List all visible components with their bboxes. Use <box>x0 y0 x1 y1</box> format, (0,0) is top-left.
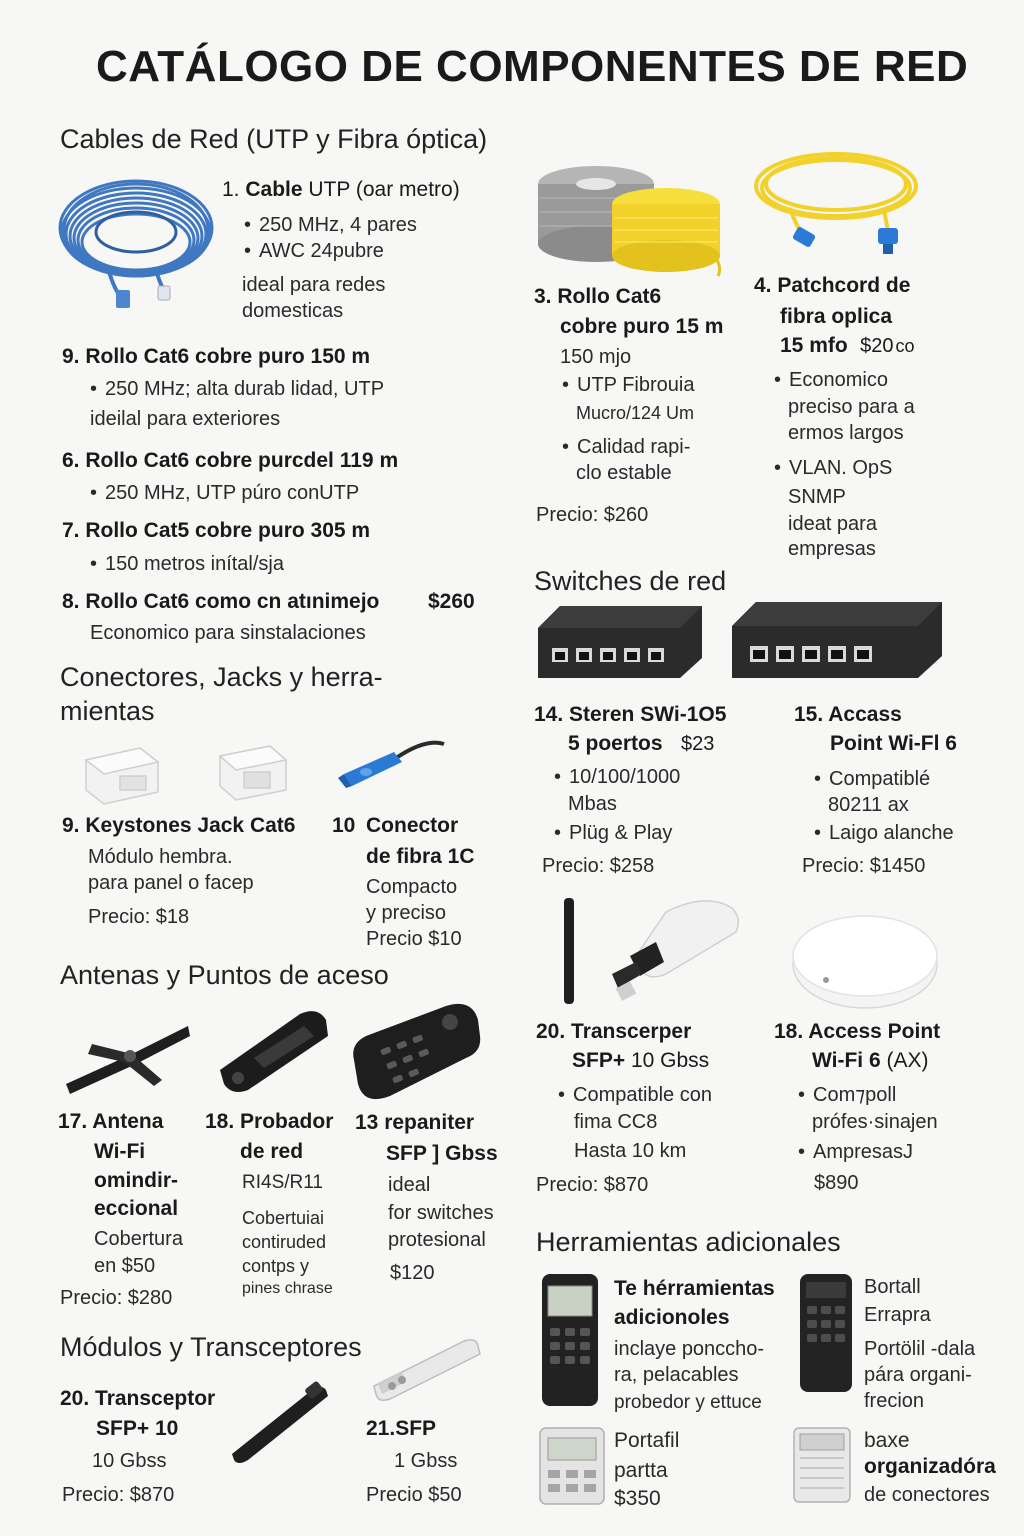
antenna-sfp-image <box>556 892 746 1014</box>
item-3-bullet-2: • Calidad rapi- <box>562 434 690 460</box>
item-14-price-inline: $23 <box>680 733 715 755</box>
tool-te-desc-3: probedor y ettuce <box>614 1392 762 1413</box>
keystone-image <box>80 738 300 808</box>
item-13-desc-3: protesional <box>388 1229 486 1251</box>
tool-baxe-line-1: baxe <box>864 1429 910 1452</box>
section-title-modulos: Módulos y Transceptores <box>60 1332 362 1362</box>
section-title-herramientas: Herramientas adicionales <box>536 1227 841 1257</box>
item-3-bullet-1-cont: Mucro/124 Um <box>576 403 695 423</box>
item-18-probador-desc-1: Cobertuiai <box>242 1208 325 1228</box>
tool-te-desc-1: inclaye poncchо- <box>614 1338 765 1360</box>
item-20-transcerper-bullet-1-cont: fima CC8 <box>574 1111 658 1133</box>
section-title-cables: Cables de Red (UTP y Fibra óptica) <box>60 124 488 154</box>
section-title-conectores-1: Conectores, Jacks y herra- <box>60 662 383 692</box>
cable-utp-num: 1. <box>222 178 240 201</box>
item-17-label-3: omindir- <box>94 1169 178 1192</box>
item-14-label-2-row <box>568 729 714 758</box>
item-14-bullet-2: • Plüg & Play <box>554 820 672 846</box>
item-20-transceptor-label-1: 20. Transceptor <box>60 1387 216 1410</box>
item-4-price-suffix: co <box>895 336 915 356</box>
item-8-cat6-label: 8. Rollo Cat6 como cn atınimejo <box>62 590 380 613</box>
tool-te-desc-2: ra, pelacables <box>614 1364 739 1386</box>
item-17-label-2: Wi-Fi <box>94 1140 146 1163</box>
item-8-cat6-price: $260 <box>428 590 475 613</box>
item-10-label-2: de fibra 1C <box>366 845 475 868</box>
item-4-bullet-2: • VLAN. OpS <box>774 455 892 481</box>
item-4-label-3-row <box>780 331 915 360</box>
item-3-bullet-2-cont: clo estable <box>576 462 672 484</box>
organizer-box-image <box>792 1426 852 1504</box>
access-point-round-image <box>790 900 940 1016</box>
cable-utp-image <box>56 172 216 312</box>
item-3-price: Precio: $260 <box>536 504 649 526</box>
item-9-cat6-150-label: 9. Rollo Cat6 cobre puro 150 m <box>62 345 371 368</box>
item-18-access-label-2-row <box>812 1046 928 1075</box>
cable-utp-bullet-1: • 250 MHz, 4 pares <box>244 212 417 238</box>
cable-utp-bold: Cable <box>245 178 303 201</box>
section-title-conectores-2: mientas <box>60 696 155 726</box>
item-21-sfp-desc: 1 Gbss <box>394 1450 458 1472</box>
item-10-desc-2: y preciso <box>366 902 447 924</box>
item-4-bullet-1: • Economico <box>774 367 888 393</box>
item-10-label-1: Conector <box>366 814 459 837</box>
item-15-label-2: Point Wi-Fl 6 <box>830 732 957 755</box>
item-15-bullet-2: • Laigo alanche <box>814 820 954 846</box>
item-9-keystone-desc-1: Módulo hembra. <box>88 846 233 868</box>
cable-utp-rest: UTP (oar metro) <box>302 178 460 201</box>
switch-5-port-image <box>538 606 704 678</box>
item-17-price: Precio: $280 <box>60 1287 173 1309</box>
tool-baxe-line-3: de conectores <box>864 1484 990 1506</box>
rj45-boot <box>116 290 130 308</box>
item-20-transcerper-price: Precio: $870 <box>536 1174 649 1196</box>
tool-bortall-line-2: Errapra <box>864 1304 931 1326</box>
item-10-desc-1: Compacto <box>366 876 458 898</box>
item-6-cat6-119-label: 6. Rollo Cat6 cobre purcdel 119 m <box>62 449 399 472</box>
item-18-access-label-1: 18. Access Point <box>774 1020 941 1043</box>
cable-utp-bullet-2: • AWC 24pubre <box>244 238 384 264</box>
item-17-label-4: eccional <box>94 1197 179 1220</box>
tool-bortall-line-3: Portölil -dala <box>864 1338 976 1360</box>
item-10-price: Precio $10 <box>366 928 462 950</box>
item-9-cat6-150-desc: ideilal para exteriores <box>90 408 281 430</box>
item-18-access-price: $890 <box>814 1172 859 1194</box>
section-title-antenas: Antenas y Puntos de aceso <box>60 960 389 990</box>
tool-te-label-2: adicionoles <box>614 1306 730 1329</box>
item-17-desc-2: en $50 <box>94 1255 156 1277</box>
page-title: CATÁLOGO DE COMPONENTES DE RED <box>96 42 969 91</box>
item-15-bullet-1-cont: 80211 ax <box>828 794 909 816</box>
item-4-label-3: 15 mfo <box>780 334 848 357</box>
item-9-keystone-desc-2: para panel o facep <box>88 872 254 894</box>
item-4-bullet-2-cont-1: SNMP <box>788 486 846 508</box>
item-4-bullet-2-cont-3: empresas <box>788 538 876 560</box>
item-20-transcerper-label-2-row <box>572 1046 709 1075</box>
item-18-access-bullet-1-cont: prófes·sinajen <box>812 1111 938 1133</box>
network-tester-image <box>214 1006 334 1096</box>
tester-device-image-2 <box>798 1272 854 1394</box>
item-20-transcerper-label-2-rest: 10 Gbss <box>625 1049 710 1072</box>
handheld-device-image <box>350 1000 484 1104</box>
item-15-price: Precio: $1450 <box>802 855 926 877</box>
fiber-connector-image <box>336 734 452 794</box>
item-18-probador-desc-2: contiruded <box>242 1232 327 1252</box>
item-21-sfp-price: Precio $50 <box>366 1484 462 1506</box>
item-4-label-1: 4. Patchcord de <box>754 274 911 297</box>
item-3-bullet-1: • UTP Fibrouia <box>562 372 694 398</box>
item-3-sub: 150 mjo <box>560 346 632 368</box>
item-17-desc-1: Cobertura <box>94 1228 183 1250</box>
item-21-sfp-label: 21.SFP <box>366 1417 437 1440</box>
item-14-label-2: 5 poertos <box>568 732 663 755</box>
item-7-cat5-305-bullet: • 150 metros inítal/sja <box>90 551 284 577</box>
cat6-rolls-image <box>536 158 726 278</box>
item-18-probador-label-2: de red <box>240 1140 304 1163</box>
item-18-probador-label-1: 18. Probador <box>205 1110 334 1133</box>
item-13-label-2: SFP ] Gbss <box>386 1142 498 1165</box>
item-14-price: Precio: $258 <box>542 855 655 877</box>
item-13-label-1: 13 repaniter <box>355 1111 475 1134</box>
item-4-label-2: fibra oplica <box>780 305 893 328</box>
item-4-bullet-2-cont-2: ideat para <box>788 513 877 535</box>
sfp-module-image <box>366 1334 482 1404</box>
tool-te-label-1: Te hérramientas <box>614 1277 775 1300</box>
tool-bortall-line-4: pára organi- <box>864 1364 972 1386</box>
item-20-transcerper-label-2-bold: SFP+ <box>572 1049 626 1072</box>
crimper-tool-image <box>62 1014 192 1094</box>
switch-access-image <box>732 602 944 678</box>
item-18-probador-desc-3: contps y <box>242 1256 310 1276</box>
item-18-probador-sub: RI4S/R11 <box>242 1172 323 1193</box>
item-14-bullet-1-cont: Mbas <box>568 793 617 815</box>
item-18-probador-desc-4: pines chrase <box>242 1280 333 1297</box>
item-18-access-bullet-1: • Com⁊poll <box>798 1082 896 1108</box>
item-9-keystone-price: Precio: $18 <box>88 906 190 928</box>
item-9-keystone-label: 9. Keystones Jack Cat6 <box>62 814 296 837</box>
item-13-desc-1: ideal <box>388 1174 431 1196</box>
item-18-access-label-2-bold: Wi-Fi 6 <box>812 1049 881 1072</box>
tester-device-image-1 <box>538 1272 602 1408</box>
fiber-patchcord-image <box>750 146 920 266</box>
item-15-label-1: 15. Accass <box>794 703 902 726</box>
item-8-cat6-desc: Economico para sinstalaciones <box>90 622 366 644</box>
tool-portafil-line-2: partta <box>614 1459 668 1482</box>
tool-bortall-line-1: Bortall <box>864 1276 921 1298</box>
item-9-cat6-150-bullet: • 250 MHz; alta durab lidad, UTP <box>90 376 384 402</box>
item-10-num: 10 <box>332 814 356 837</box>
tool-baxe-line-2: organizadóra <box>864 1455 996 1478</box>
item-20-transceptor-price: Precio: $870 <box>62 1484 175 1506</box>
item-14-label-1: 14. Steren SWi-1O5 <box>534 703 727 726</box>
item-4-bullet-1-cont-2: ermos largos <box>788 422 904 444</box>
item-13-desc-2: for switches <box>388 1202 494 1224</box>
item-20-transcerper-bullet-1: • Compatible con <box>558 1082 712 1108</box>
tool-portafil-price: $350 <box>614 1487 661 1510</box>
cable-utp-desc-1: ideal para redes <box>242 274 386 296</box>
item-17-label-1: 17. Antena <box>58 1110 164 1133</box>
item-18-access-label-2-rest: (AX) <box>880 1049 929 1072</box>
item-13-price: $120 <box>390 1262 435 1284</box>
item-3-label-2: cobre puro 15 m <box>560 315 724 338</box>
item-18-access-bullet-2: • AmpresasJ <box>798 1139 913 1165</box>
item-15-bullet-1: • Compatiblé <box>814 766 930 792</box>
meter-device-image <box>538 1426 606 1506</box>
item-4-bullet-1-cont-1: preciso para a <box>788 396 915 418</box>
section-title-switches: Switches de red <box>534 566 727 596</box>
item-20-transceptor-label-2: SFP+ 10 <box>96 1417 179 1440</box>
tool-portafil-line-1: Portafil <box>614 1429 680 1452</box>
item-14-bullet-1: • 10/100/1000 <box>554 764 680 790</box>
cable-utp-label <box>222 178 460 202</box>
tool-bortall-line-5: frecion <box>864 1390 925 1412</box>
item-7-cat5-305-label: 7. Rollo Cat5 cobre puro 305 m <box>62 519 371 542</box>
item-4-price: $20 <box>860 335 894 357</box>
item-20-transceptor-desc: 10 Gbss <box>92 1450 167 1472</box>
item-20-transcerper-label-1: 20. Transcerper <box>536 1020 692 1043</box>
transceptor-image <box>226 1380 330 1464</box>
item-6-cat6-119-bullet: • 250 MHz, UTP púro conUTP <box>90 480 359 506</box>
item-3-label-1: 3. Rollo Cat6 <box>534 285 662 308</box>
cable-utp-desc-2: domesticas <box>242 300 344 322</box>
item-20-transcerper-bullet-2: Hasta 10 km <box>574 1140 687 1162</box>
